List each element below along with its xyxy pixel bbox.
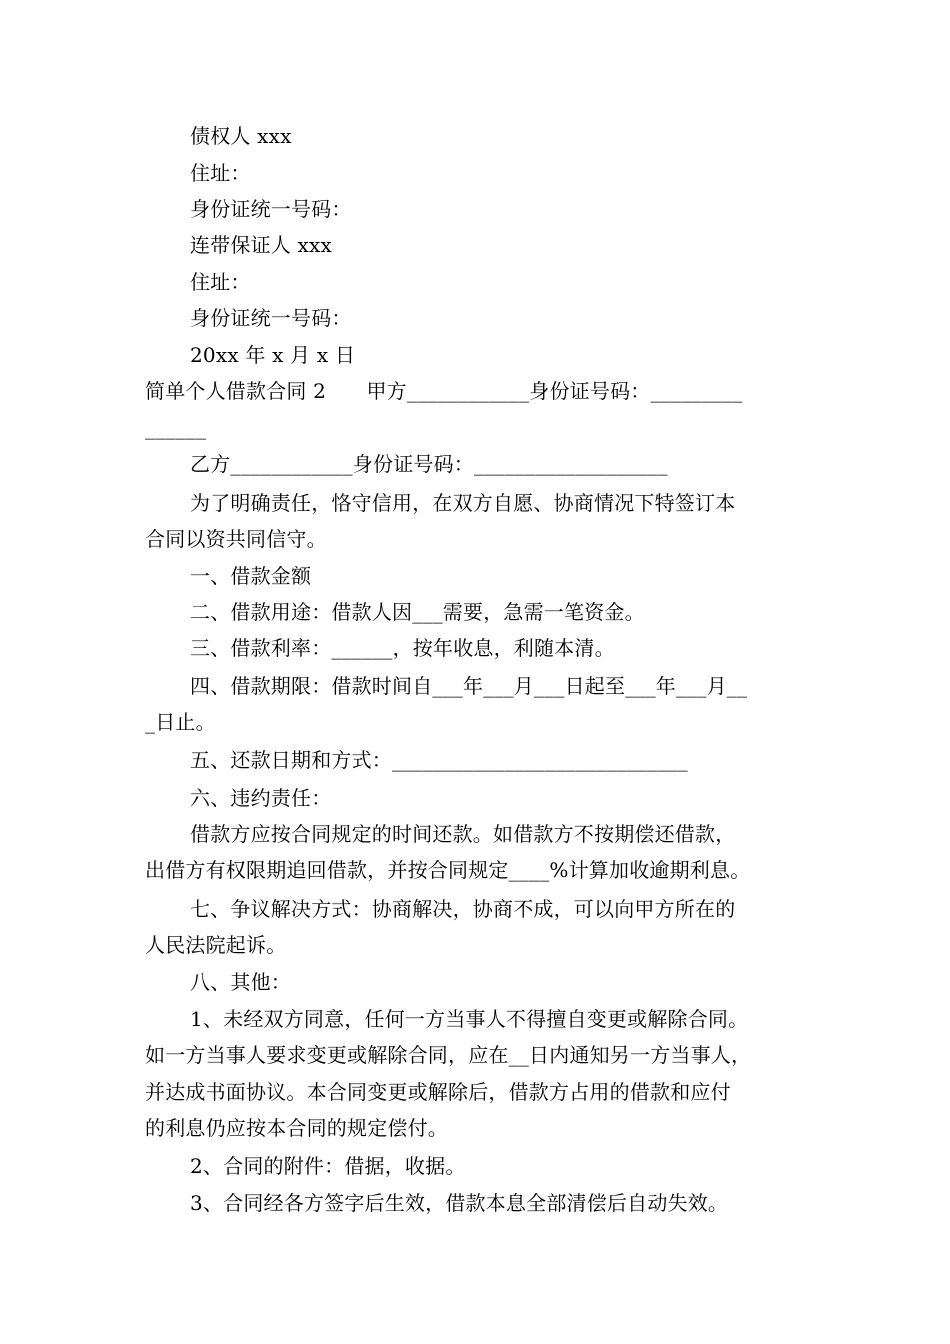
clause-2-purpose: 二、借款用途：借款人因___需要，急需一笔资金。	[190, 600, 645, 624]
clause-6-text-1: 借款方应按合同规定的时间还款。如借款方不按期偿还借款，	[190, 822, 736, 846]
clause-8-item-1-line-2: 如一方当事人要求变更或解除合同，应在__日内通知另一方当事人，	[145, 1043, 752, 1067]
clause-8-item-1-line-4: 的利息仍应按本合同的规定偿付。	[145, 1116, 448, 1140]
preamble-line-1: 为了明确责任，恪守信用，在双方自愿、协商情况下特签订本	[190, 491, 736, 515]
preamble-line-2: 合同以资共同信守。	[145, 527, 327, 551]
clause-7-text-2: 人民法院起诉。	[145, 933, 287, 957]
clause-3-rate: 三、借款利率：______，按年收息，利随本清。	[190, 636, 615, 660]
guarantor-line: 连带保证人 xxx	[190, 233, 332, 257]
clause-8-item-3: 3、合同经各方签字后生效，借款本息全部清偿后自动失效。	[190, 1191, 729, 1215]
clause-8-item-2: 2、合同的附件：借据，收据。	[190, 1154, 466, 1178]
date-line: 20xx 年 x 月 x 日	[190, 343, 356, 367]
clause-4-term-1: 四、借款期限：借款时间自___年___月___日起至___年___月__	[190, 674, 748, 698]
clause-7-text-1: 七、争议解决方式：协商解决，协商不成，可以向甲方所在的	[190, 897, 736, 921]
clause-8-heading: 八、其他：	[190, 970, 291, 994]
party-b-line: 乙方____________身份证号码：___________________	[190, 452, 668, 476]
guarantor-id-line: 身份证统一号码：	[190, 306, 352, 330]
clause-1-amount: 一、借款金额	[190, 564, 312, 588]
clause-8-item-1-line-3: 并达成书面协议。本合同变更或解除后，借款方占用的借款和应付	[145, 1080, 731, 1104]
creditor-id-line: 身份证统一号码：	[190, 197, 352, 221]
clause-6-heading: 六、违约责任：	[190, 786, 332, 810]
clause-4-term-2: _日止。	[145, 710, 216, 734]
clause-5-repayment: 五、还款日期和方式：_____________________________	[190, 748, 688, 772]
guarantor-address-line: 住址：	[190, 270, 251, 294]
contract-title-line: 简单个人借款合同 2 甲方____________身份证号码：_________	[145, 379, 743, 403]
clause-6-text-2: 出借方有权限期追回借款，并按合同规定____%计算加收逾期利息。	[145, 858, 751, 882]
creditor-address-line: 住址：	[190, 161, 251, 185]
clause-8-item-1-line-1: 1、未经双方同意，任何一方当事人不得擅自变更或解除合同。	[190, 1007, 749, 1031]
contract-title-continuation: ______	[145, 416, 207, 440]
creditor-line: 债权人 xxx	[190, 124, 292, 148]
